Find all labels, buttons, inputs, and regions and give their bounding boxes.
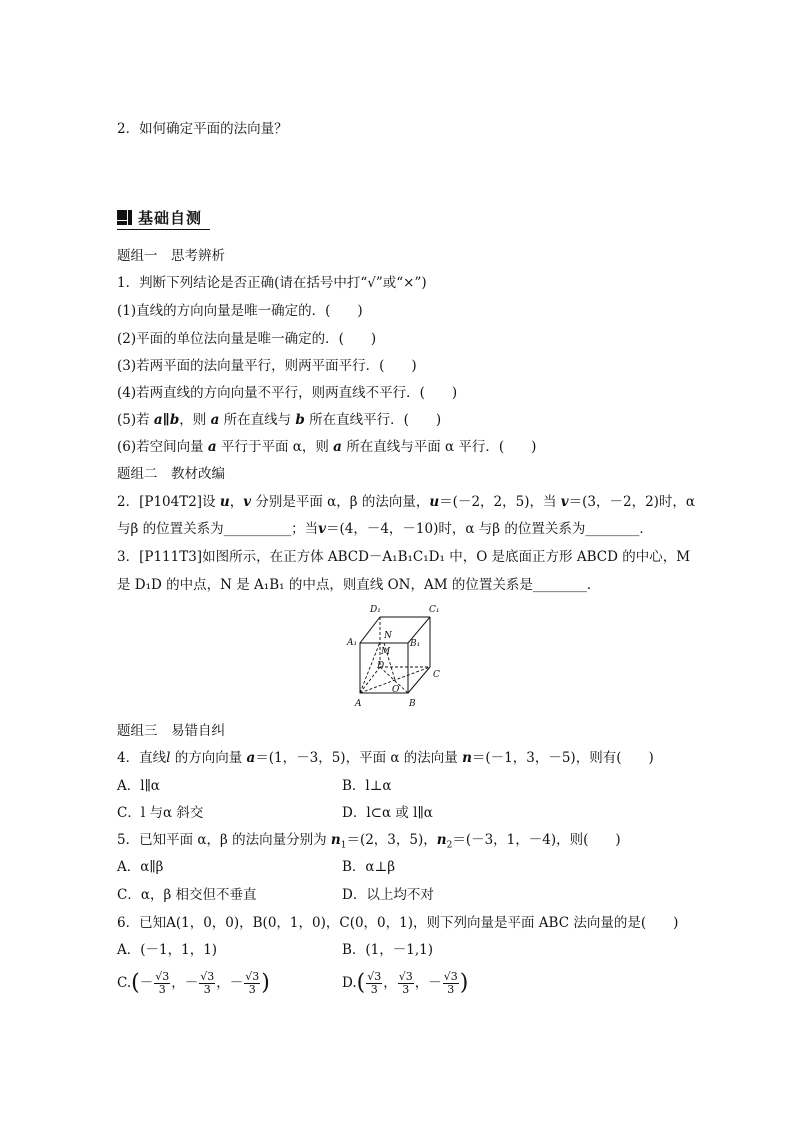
q1-item-3: (3)若两平面的法向量平行，则两平面平行．( ): [117, 358, 417, 374]
q3-line1: 3．[P111T3]如图所示，在正方体 ABCD－A₁B₁C₁D₁ 中，O 是底面正方形 ABCD 的中心，M: [117, 549, 691, 565]
q5-option-b: B．α⊥β: [342, 859, 396, 875]
q1-item-4: (4)若两直线的方向向量不平行，则两直线不平行．( ): [117, 385, 458, 401]
fraction: $\frac{√3}{3}$: [367, 970, 382, 996]
section-header: [117, 206, 202, 228]
label-a1: A₁: [347, 638, 358, 648]
label-d: D: [377, 661, 385, 671]
q6-option-a: A．(－1，1，1): [117, 942, 218, 958]
group1-label: 题组一 思考辨析: [117, 248, 225, 264]
label-c1: C₁: [429, 605, 440, 615]
label-a: A: [355, 699, 362, 709]
q3-line2: 是 D₁D 的中点，N 是 A₁B₁ 的中点，则直线 ON，AM 的位置关系是________．: [117, 577, 601, 593]
q5-stem: 5．已知平面 α，β 的法向量分别为 $n_1=(2$，3，5)，$n_2=(-3$，1，－4)，则( ): [117, 832, 621, 851]
label-b1: B₁: [410, 639, 421, 649]
q1-item-2: (2)平面的单位法向量是唯一确定的．( ): [117, 331, 377, 347]
group3-label: 题组三 易错自纠: [117, 723, 225, 739]
section-block-icon: [117, 210, 132, 225]
question-2-normal-vector: 2．如何确定平面的法向量？: [117, 121, 288, 137]
q5-option-a: A．α∥β: [117, 859, 164, 875]
label-n: N: [384, 631, 392, 641]
q1-item-6: (6)若空间向量 a 平行于平面 α，则 a 所在直线与平面 α 平行．( ): [117, 439, 537, 455]
edge-b-c: [408, 667, 430, 693]
q5-option-c: C．α，β 相交但不垂直: [117, 887, 257, 903]
q6-option-b: B．(1，－1,1): [342, 942, 434, 958]
q4-stem: 4．直线l 的方向向量 a＝(1，－3，5)，平面 α 的法向量 n＝(－1，3，－5)，则有( ): [117, 750, 654, 766]
q6-option-c: C.(－ $\frac{√3}{3}$ ，－ $\frac{√3}{3}$ ，－ $\frac{√3}{3}$ ): [117, 970, 270, 996]
q4-option-d: D．l⊂α 或 l∥α: [342, 805, 433, 821]
q4-option-b: B．l⊥α: [342, 778, 392, 794]
q1-item-1: (1)直线的方向向量是唯一确定的．( ): [117, 303, 363, 319]
q2-line1: 2．[P104T2]设 u，v 分别是平面 α，β 的法向量，u＝(－2，2，5)，当 v＝(3，－2，2)时，α: [117, 494, 696, 510]
group2-label: 题组二 教材改编: [117, 466, 225, 482]
fraction: $\frac{√3}{3}$: [245, 970, 260, 996]
q2-line2: 与β 的位置关系为__________；当v＝(4，－4，－10)时，α 与β 的位置关系为________．: [117, 521, 653, 537]
section-title: 基础自测: [138, 208, 203, 227]
q6-stem: 6．已知A(1，0，0)，B(0，1，0)，C(0，0，1)，则下列向量是平面 ABC 法向量的是( ): [117, 915, 679, 931]
label-c: C: [433, 670, 440, 680]
section-underline: [117, 229, 210, 230]
q5-option-d: D．以上均不对: [342, 887, 434, 903]
q4-option-a: A．l∥α: [117, 778, 160, 794]
fraction: $\frac{√3}{3}$: [200, 970, 215, 996]
label-d1: D₁: [370, 605, 381, 615]
q1-stem: 1．判断下列结论是否正确(请在括号中打“√”或“×”): [117, 275, 427, 291]
q6-option-d: D.( $\frac{√3}{3}$ ， $\frac{√3}{3}$ ，－ $\frac{√3}{3}$ ): [342, 970, 469, 996]
label-o: O: [392, 685, 400, 695]
q4-option-c: C．l 与α 斜交: [117, 805, 204, 821]
fraction: $\frac{√3}{3}$: [398, 970, 413, 996]
fraction: $\frac{√3}{3}$: [443, 970, 458, 996]
cube-figure: [340, 603, 450, 711]
q1-item-5: (5)若 a∥b，则 a 所在直线与 b 所在直线平行．( ): [117, 412, 442, 428]
label-m: M: [381, 647, 391, 657]
label-b: B: [409, 699, 416, 709]
fraction: $\frac{√3}{3}$: [155, 970, 170, 996]
edge-a1-d1: [360, 617, 380, 643]
